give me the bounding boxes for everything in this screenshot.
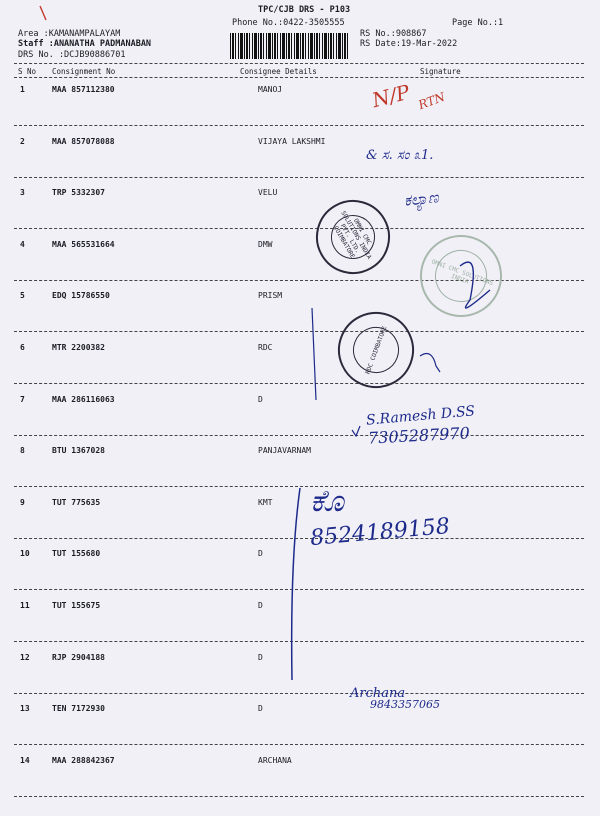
column-consignee: Consignee Details — [240, 67, 317, 76]
row-consignee: VELU — [258, 188, 278, 198]
row-sno: 10 — [20, 549, 30, 559]
row-consignee: D — [258, 549, 263, 559]
row-consignee: D — [258, 704, 263, 714]
row-consignment: TUT 775635 — [52, 497, 101, 507]
row-consignment: MAA 565531664 — [52, 239, 115, 249]
row-consignment: MAA 286116063 — [52, 394, 115, 404]
pen-tick-top — [40, 6, 46, 20]
row-consignee: ARCHANA — [258, 755, 292, 765]
column-consignment: Consignment No — [52, 67, 116, 76]
pen-scribble-row7 — [420, 354, 440, 372]
staff-label: Staff :ANANATHA PADMANABAN — [18, 39, 152, 49]
row-sno: 6 — [20, 343, 25, 352]
row-sno: 3 — [20, 188, 25, 198]
row-consignment: TEN 7172930 — [52, 704, 105, 714]
rtn-mark: RTN — [416, 89, 447, 113]
column-signature: Signature — [420, 67, 461, 76]
column-sno: S No — [18, 67, 37, 76]
drs-number: DRS No. :DCJB90886701 — [18, 50, 126, 60]
row-consignee: KMT — [258, 497, 273, 507]
row-consignee: D — [258, 601, 263, 610]
row-sno: 14 — [20, 755, 30, 765]
row-consignee: DMW — [258, 239, 273, 249]
pen-check-row8 — [352, 426, 360, 436]
row-sno: 2 — [20, 136, 25, 146]
pen-scribble-row5 — [460, 262, 490, 308]
pen-line-left — [312, 308, 316, 400]
signature-row14: Archana — [350, 686, 406, 701]
stamp-text: OMNI CMC SOLUTIONS INDIA PVT. LTD. COIMBATORE — [331, 210, 373, 261]
row-consignee: D — [258, 652, 263, 662]
row-sno: 5 — [20, 291, 25, 301]
row-sno: 7 — [20, 394, 25, 404]
phone-number: Phone No.:0422-3505555 — [232, 18, 345, 28]
report-title: TPC/CJB DRS - P103 — [258, 5, 351, 15]
rs-date: RS Date:19-Mar-2022 — [360, 39, 458, 49]
row-sno: 13 — [20, 704, 30, 714]
row-consignee: MANOJ — [258, 85, 283, 94]
row-sno: 9 — [20, 497, 25, 507]
row-consignment: TUT 155675 — [52, 601, 101, 610]
signature-row3: ಕಲ್ಯಾಣ — [403, 188, 440, 210]
row-consignment: MAA 288842367 — [52, 755, 115, 765]
pen-line-long — [292, 488, 300, 680]
stamp-text: RDC COIMBATORE — [364, 325, 388, 375]
row-sno: 11 — [20, 601, 30, 610]
row-sno: 1 — [20, 85, 25, 94]
phone-row11: 8524189158 — [309, 513, 451, 552]
row-consignee: PRISM — [258, 291, 283, 301]
row-consignment: MTR 2200382 — [52, 343, 105, 352]
row-sno: 12 — [20, 652, 30, 662]
np-mark: N/P — [369, 79, 413, 113]
row-consignee: PANJAVARNAM — [258, 446, 311, 456]
phone-row14: 9843357065 — [370, 698, 440, 711]
row-sno: 4 — [20, 239, 25, 249]
area-label: Area :KAMANAMPALAYAM — [18, 29, 121, 39]
stamp-text: OMNI CMC SOLUTIONS INDIA — [430, 258, 494, 288]
row-consignment: MAA 857112380 — [52, 85, 115, 94]
row-consignment: TRP 5332307 — [52, 188, 105, 198]
row-consignee: D — [258, 394, 263, 404]
phone-row8: 7305287970 — [367, 423, 471, 448]
row-consignment: MAA 857078088 — [52, 136, 115, 146]
page-number: Page No.:1 — [452, 18, 504, 28]
rs-number: RS No.:908867 — [360, 29, 427, 39]
row-consignment: EDQ 15786550 — [52, 291, 110, 301]
row-consignment: RJP 2904188 — [52, 652, 105, 662]
signature-row8: S.Ramesh D.SS — [365, 403, 476, 429]
row-consignment: BTU 1367028 — [52, 446, 105, 456]
row-consignment: TUT 155680 — [52, 549, 101, 559]
row-consignee: VIJAYA LAKSHMI — [258, 136, 326, 146]
signature-row10: ಕೊ — [310, 484, 344, 519]
row-sno: 8 — [20, 446, 25, 456]
row-consignee: RDC — [258, 343, 273, 352]
signature-row2: & ಸ. ಸಂ ೩1. — [366, 148, 434, 163]
